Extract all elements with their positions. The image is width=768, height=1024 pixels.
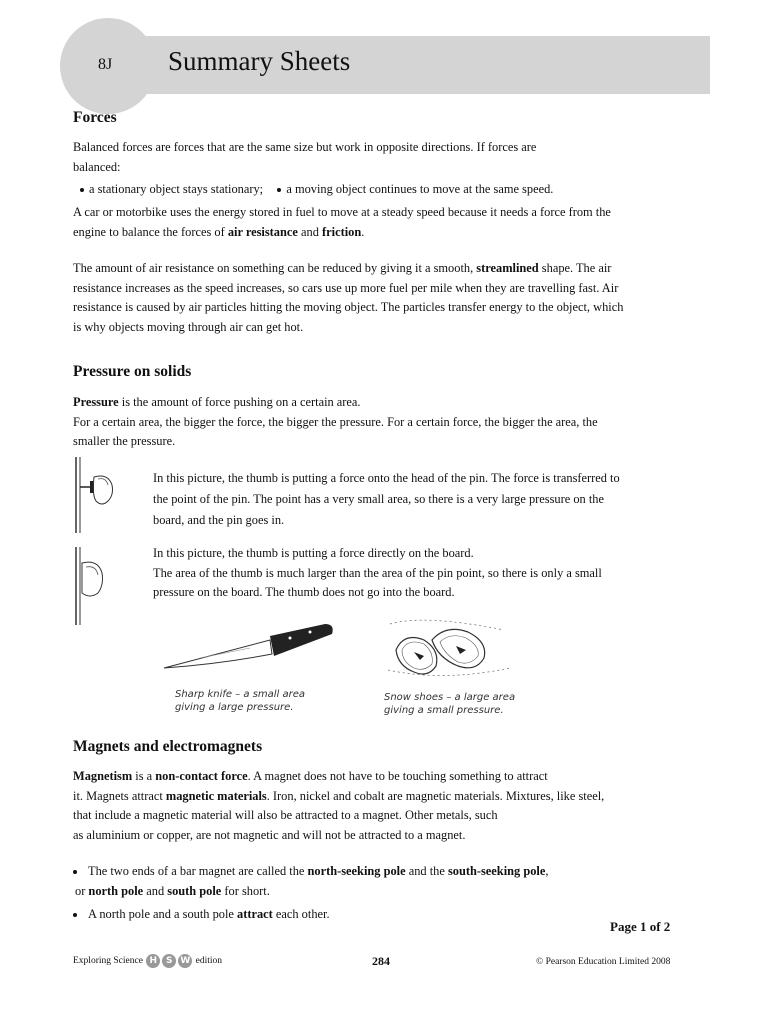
- page-number: 284: [372, 954, 390, 968]
- page-title: Summary Sheets: [168, 46, 351, 76]
- pressure-line2: For a certain area, the bigger the force, the bigger the pressure. For a certain force, the bigger the area, the: [73, 414, 598, 429]
- forces-car-paragraph: [73, 203, 723, 242]
- snow-shoes-caption: Snow shoes – a large area giving a small pressure.: [384, 692, 516, 716]
- pressure-heading: Pressure on solids: [73, 363, 192, 380]
- pin1-line3: board, and the pin goes in.: [153, 513, 285, 527]
- term-pressure: Pressure: [73, 395, 119, 409]
- magnets-line3: that include a magnetic material will also be attracted to a magnet. Other metals, such: [73, 808, 498, 822]
- pin2-line3: pressure on the board. The thumb does not go into the board.: [153, 585, 455, 599]
- bullet-dot: [80, 188, 84, 192]
- air-line3: resistance is caused by air particles hitting the moving object. The particles transfer energy to the object, which: [73, 300, 624, 314]
- hsw-w-icon: W: [178, 954, 192, 968]
- forces-heading: Forces: [73, 109, 117, 126]
- term-north-seeking-pole: north-seeking pole: [307, 864, 406, 878]
- pin2-line2: The area of the thumb is much larger than the area of the pin point, so there is only a small: [153, 565, 602, 580]
- car-line1: A car or motorbike uses the energy stored in fuel to move at a steady speed because it needs a force from the: [73, 205, 611, 219]
- magnets-heading: Magnets and electromagnets: [73, 738, 263, 755]
- magnet-bullet-1: The two ends of a bar magnet are called the north-seeking pole and the south-seeking pole, or north pole and south pole for short.: [75, 864, 549, 898]
- hsw-h-icon: H: [146, 954, 160, 968]
- forces-intro-line2: balanced:: [73, 159, 121, 174]
- bullet-dot: [277, 188, 281, 192]
- pressure-line3: smaller the pressure.: [73, 434, 176, 448]
- forces-bullets: [80, 180, 720, 200]
- magnets-line2: it. Magnets attract magnetic materials. Iron, nickel and cobalt are magnetic materials. Mixtures, like steel,: [73, 788, 605, 803]
- snow-shoes-illustration: [384, 610, 514, 684]
- air-line2: resistance increases as the speed increases, so cars use up more fuel per mile when they are travelling fast. Air: [73, 280, 619, 295]
- term-friction: friction: [322, 224, 362, 239]
- thumb-pin-illustration: [68, 455, 128, 535]
- page-of-label: Page 1 of 2: [610, 919, 671, 934]
- term-north-pole: north pole: [88, 883, 144, 898]
- term-streamlined: streamlined: [476, 261, 539, 275]
- magnets-line4: as aluminium or copper, are not magnetic and will not be attracted to a magnet.: [73, 827, 466, 842]
- term-attract: attract: [237, 907, 273, 921]
- air-line4: is why objects moving through air can get hot.: [73, 319, 304, 334]
- term-magnetism: Magnetism: [73, 769, 133, 783]
- air-line1: The amount of air resistance on something can be reduced by giving it a smooth, streamlined shape. The air: [73, 261, 612, 275]
- pin2-line1: In this picture, the thumb is putting a force directly on the board.: [153, 546, 474, 560]
- bullet-dot: [73, 870, 77, 874]
- knife-illustration: [160, 618, 340, 676]
- term-non-contact-force: non-contact force: [155, 769, 248, 783]
- term-air-resistance: air resistance: [227, 224, 298, 239]
- bullet-moving: a moving object continues to move at the same speed.: [286, 182, 554, 196]
- magnetism-paragraph: [73, 767, 723, 845]
- pressure-definition: Pressure is the amount of force pushing on a certain area.: [73, 395, 361, 409]
- pin1-line1: In this picture, the thumb is putting a force onto the head of the pin. The force is transferred to: [153, 471, 620, 485]
- pin-paragraph-1: [153, 468, 713, 531]
- series-label: Exploring Science H S W edition: [73, 956, 223, 967]
- hsw-s-icon: S: [162, 954, 176, 968]
- knife-caption: Sharp knife – a small area giving a large pressure.: [175, 689, 306, 713]
- magnet-bullet-2: A north pole and a south pole attract each other.: [73, 905, 723, 925]
- term-south-seeking-pole: south-seeking pole: [447, 864, 546, 878]
- magnets-line1: Magnetism is a non-contact force. A magnet does not have to be touching something to attract: [73, 769, 548, 783]
- pin1-line2: the point of the pin. The point has a very small area, so there is a very large pressure on the: [153, 492, 604, 506]
- bullet-stationary: a stationary object stays stationary;: [89, 182, 264, 196]
- bullet-dot: [73, 913, 77, 917]
- term-magnetic-materials: magnetic materials: [165, 788, 267, 803]
- term-south-pole: south pole: [167, 883, 222, 898]
- forces-intro-line1: Balanced forces are forces that are the same size but work in opposite directions. If forces are: [73, 140, 537, 154]
- pressure-intro: [73, 393, 723, 452]
- forces-intro: [73, 138, 713, 177]
- unit-code: 8J: [98, 56, 113, 73]
- thumb-board-illustration: [68, 545, 128, 627]
- forces-air-paragraph: [73, 259, 723, 337]
- car-line2: engine to balance the forces of air resistance and friction.: [73, 224, 365, 239]
- copyright: © Pearson Education Limited 2008: [536, 957, 671, 967]
- pin-paragraph-2: [153, 544, 713, 603]
